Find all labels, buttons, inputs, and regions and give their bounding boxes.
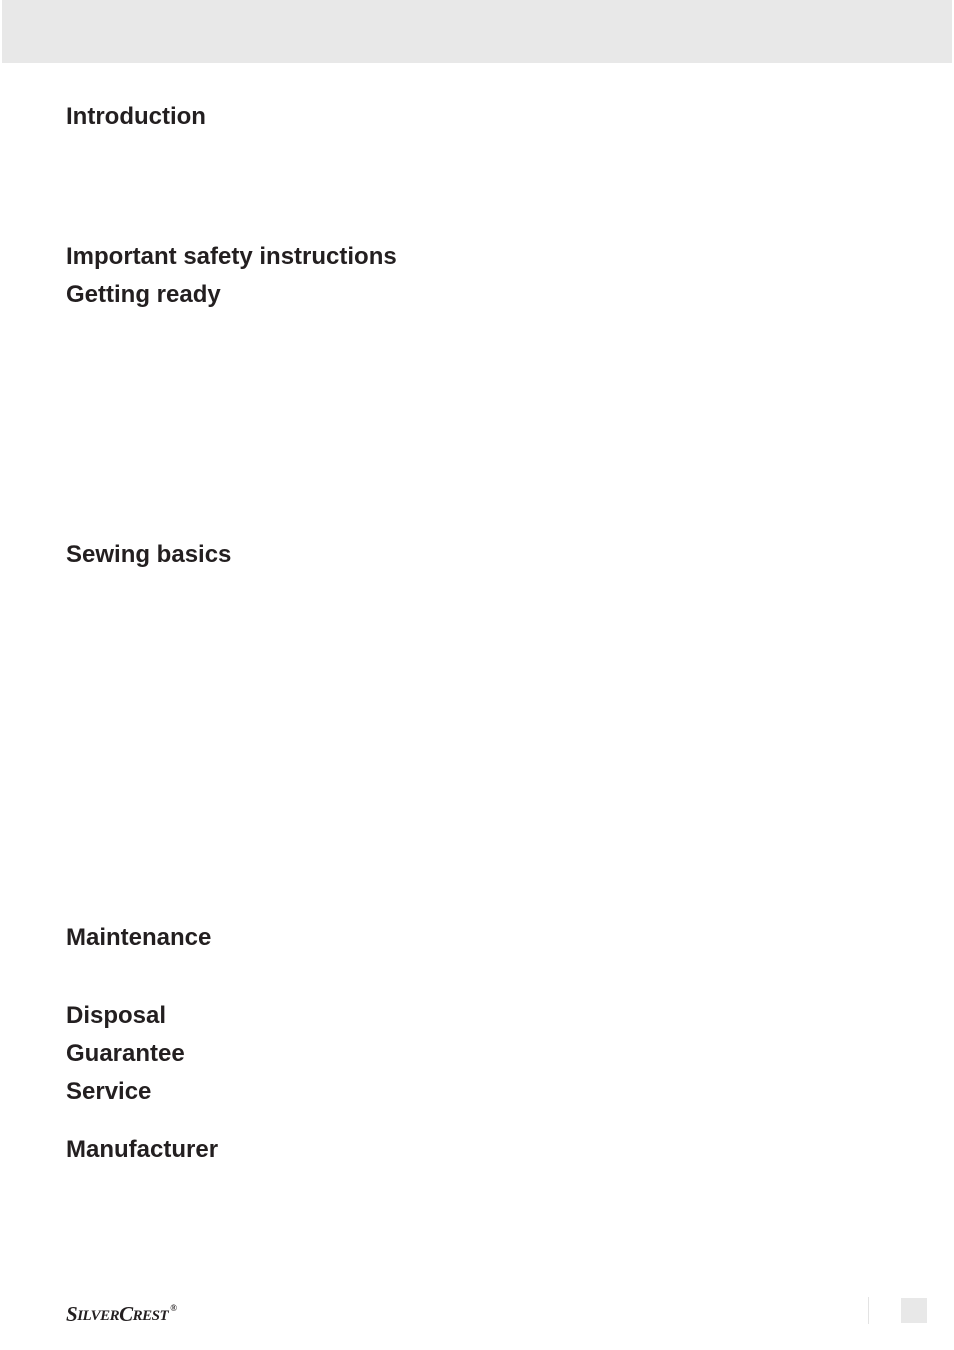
logo-letter-c: C: [119, 1302, 133, 1326]
registered-mark: ®: [170, 1303, 177, 1313]
header-band: [2, 0, 952, 63]
logo-text-rest: REST: [132, 1308, 169, 1324]
footer-divider: [868, 1297, 869, 1324]
page-number-box: [901, 1298, 927, 1323]
logo-letter-s: S: [66, 1302, 78, 1326]
heading-introduction: Introduction: [66, 103, 206, 130]
silvercrest-logo: [66, 1301, 176, 1327]
heading-service: Service: [66, 1078, 152, 1105]
heading-important-safety-instructions: Important safety instructions: [66, 243, 397, 270]
heading-maintenance: Maintenance: [66, 924, 212, 951]
heading-sewing-basics: Sewing basics: [66, 541, 232, 568]
heading-guarantee: Guarantee: [66, 1040, 185, 1067]
heading-getting-ready: Getting ready: [66, 281, 221, 308]
logo-text-ilver: ILVER: [77, 1308, 120, 1324]
heading-manufacturer: Manufacturer: [66, 1136, 219, 1163]
heading-disposal: Disposal: [66, 1002, 167, 1029]
